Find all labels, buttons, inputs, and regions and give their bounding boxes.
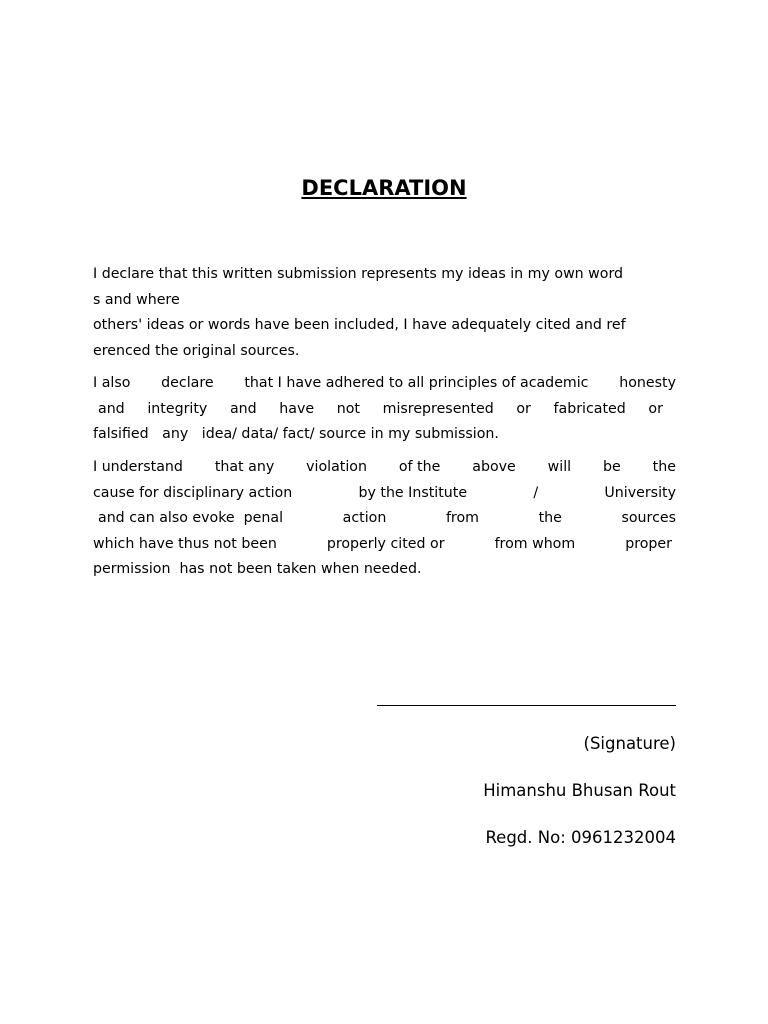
- paragraph-1-line: s and where: [93, 291, 180, 308]
- text-segment: that I have adhered to all principles of academic: [244, 375, 589, 391]
- signature-line: [377, 705, 676, 706]
- paragraph-1-line: I declare that this written submission represents my ideas in my own word: [93, 266, 624, 282]
- text-segment: misrepresented: [382, 400, 494, 417]
- text-segment: honesty: [619, 375, 676, 391]
- text-segment: or: [516, 400, 531, 417]
- text-segment: sources: [621, 510, 676, 526]
- text-segment: of the: [398, 459, 441, 475]
- text-segment: cause for disciplinary action: [93, 484, 293, 501]
- text-segment: and: [229, 400, 257, 417]
- text-segment: from: [445, 510, 479, 526]
- registration-number: Regd. No: 0961232004: [485, 828, 676, 847]
- paragraph-3-line-3: [93, 506, 676, 532]
- text-segment: violation: [306, 459, 367, 475]
- paragraph-3-line-4: [93, 532, 676, 558]
- text-segment: which have thus not been: [93, 535, 277, 552]
- signatory-name: Himanshu Bhusan Rout: [483, 781, 676, 800]
- text-segment: the: [652, 459, 676, 475]
- text-segment: the: [538, 510, 562, 526]
- text-segment: integrity: [147, 400, 208, 417]
- paragraph-1: [93, 262, 676, 364]
- text-segment: properly cited or: [326, 535, 445, 552]
- text-segment: that any: [214, 459, 275, 475]
- paragraph-3-line-5: permission has not been taken when needed.: [93, 561, 422, 577]
- text-segment: from whom: [494, 535, 576, 552]
- text-segment: University: [604, 484, 676, 501]
- text-segment: I also: [93, 375, 131, 391]
- text-segment: /: [533, 484, 539, 501]
- text-segment: above: [472, 459, 516, 475]
- paragraph-3-line-1: [93, 455, 676, 481]
- text-segment: action: [342, 510, 387, 526]
- paragraph-2: [93, 371, 676, 448]
- paragraph-1-line: others' ideas or words have been included, I have adequately cited and ref: [93, 317, 626, 333]
- text-segment: not: [336, 400, 360, 417]
- paragraph-3-line-2: [93, 481, 676, 507]
- paragraph-1-line: erenced the original sources.: [93, 342, 300, 359]
- paragraph-2-line-3: falsified any idea/ data/ fact/ source in my submission.: [93, 426, 499, 442]
- text-segment: declare: [161, 375, 214, 391]
- text-segment: fabricated: [553, 400, 626, 417]
- text-segment: proper: [625, 535, 672, 552]
- text-segment: I understand: [93, 459, 183, 475]
- text-segment: by the Institute: [358, 484, 468, 501]
- page-title: DECLARATION: [301, 176, 467, 200]
- text-segment: and can also evoke penal: [98, 510, 284, 526]
- signature-label: (Signature): [583, 734, 676, 753]
- text-segment: have: [279, 400, 315, 417]
- text-segment: be: [603, 459, 621, 475]
- paragraph-3: [93, 455, 676, 583]
- text-segment: or: [648, 400, 663, 417]
- text-segment: and: [98, 400, 125, 417]
- paragraph-2-line-1: [93, 371, 676, 397]
- paragraph-2-line-2: [93, 397, 676, 423]
- text-segment: will: [547, 459, 572, 475]
